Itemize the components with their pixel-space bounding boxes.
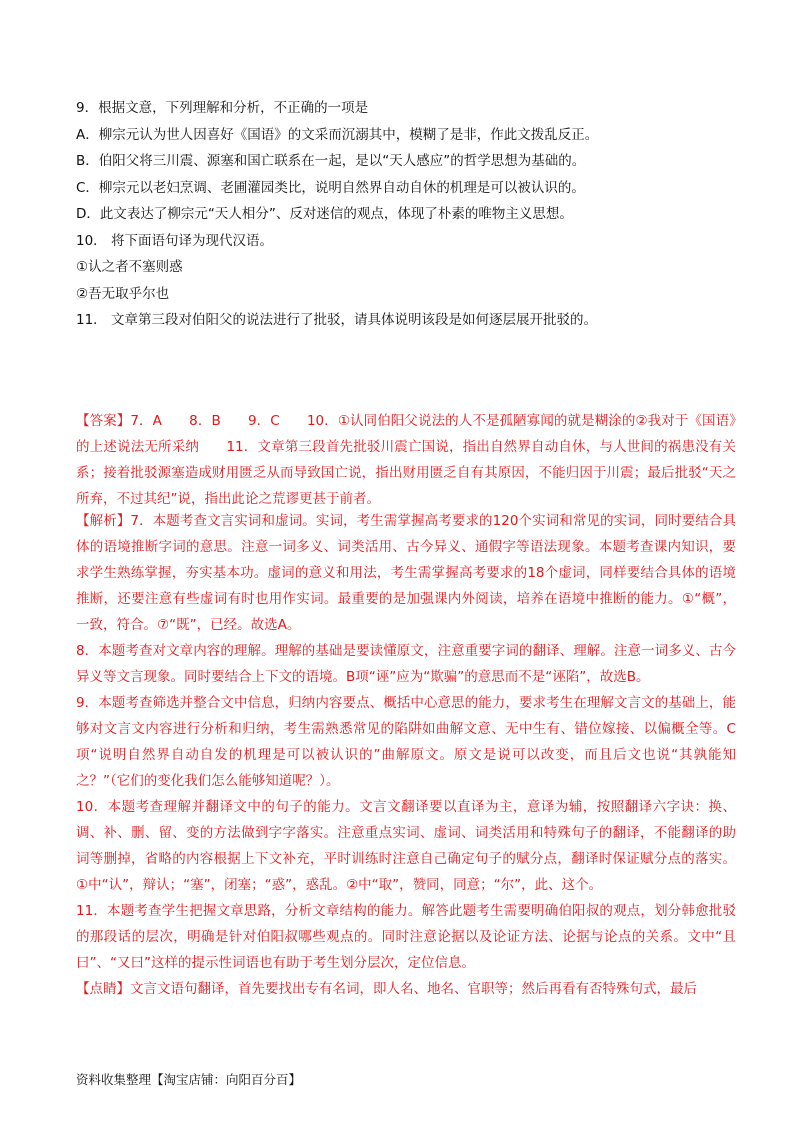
explanation-10: 10．本题考查理解并翻译文中的句子的能力。文言文翻译要以直译为主，意译为辅，按照翻译六字诀：换、调、补、删、留、变的方法做到字字落实。注意重点实词、虚词、词类活用和特殊句子的翻译，不能翻译的助词等删掉，省略的内容根据上下文补充，平时训练时注意自己确定句子的赋分点，翻译时保证赋分点的落实。①中“认”，辩认；“塞”，闭塞；“惑”，惑乱。②中“取”，赞同，同意；“尔”，此、这个。 xyxy=(76,799,736,893)
explanation-8: 8．本题考查对文章内容的理解。理解的基础是要读懂原文，注意重要字词的翻译、理解。注意一词多义、古今异义等文言现象。同时要结合上下文的语境。B项“诬”应为“欺骗”的意思而不是“诬陷”，故选B。 xyxy=(76,643,736,685)
explanation-9: 9．本题考查筛选并整合文中信息，归纳内容要点、概括中心意思的能力，要求考生在理解文言文的基础上，能够对文言文内容进行分析和归纳，考生需熟悉常见的陷阱如曲解文意、无中生有、错位嫁接、以偏概全等。C项“说明自然界自动自发的机理是可以被认识的”曲解原文。原文是说可以改变，而且后文也说“其孰能知之？”（它们的变化我们怎么能够知道呢？）。 xyxy=(76,695,736,789)
question-9-option-b: B．伯阳父将三川震、源塞和国亡联系在一起，是以“天人感应”的哲学思想为基础的。 xyxy=(76,153,586,169)
questions-section xyxy=(76,95,736,334)
question-9-option-a: A．柳宗元认为世人因喜好《国语》的文采而沉溺其中，模糊了是非，作此文拨乱反正。 xyxy=(76,126,599,143)
explanation-7: 【解析】7．本题考查文言实词和虚词。实词，考生需掌握高考要求的120个实词和常见的实词，同时要结合具体的语境推断字词的意思。注意一词多义、词类活用、古今异义、通假字等语法现象。本题考查课内知识，要求学生熟练掌握，夯实基本功。虚词的意义和用法，考生需掌握高考要求的18个虚词，同样要结合具体的语境推断，还要注意有些虚词有时也用作实词。最重要的是加强课内外阅读，培养在语境中推断的能力。①“概”，一致，符合。⑦“既”，已经。故选A。 xyxy=(76,513,736,633)
explanation-section xyxy=(76,508,736,1002)
key-point-tip: 【点睛】文言文语句翻译，首先要找出专有名词，即人名、地名、官职等；然后再看有否特殊句式，最后 xyxy=(76,981,697,997)
question-11: 11． 文章第三段对伯阳父的说法进行了批驳，请具体说明该段是如何逐层展开批驳的。 xyxy=(76,312,597,328)
answer-section xyxy=(76,408,736,512)
page-footer: 资料收集整理【淘宝店铺：向阳百分百】 xyxy=(76,1072,302,1087)
explanation-11: 11．本题考查学生把握文章思路，分析文章结构的能力。解答此题考生需要明确伯阳叔的观点，划分韩愈批驳的那段话的层次，明确是针对伯阳叔哪些观点的。同时注意论据以及论证方法、论据与论点的关系。文中“且曰”、“又曰”这样的提示性词语也有助于考生划分层次，定位信息。 xyxy=(76,903,736,971)
question-10-item-2: ②吾无取乎尔也 xyxy=(76,285,170,302)
question-9-option-c: C．柳宗元以老妇烹调、老圃灌园类比，说明自然界自动自休的机理是可以被认识的。 xyxy=(76,179,585,196)
question-9: 9．根据文意，下列理解和分析，不正确的一项是 xyxy=(76,100,369,116)
answer-text: 【答案】7．A 8．B 9．C 10．①认同伯阳父说法的人不是孤陋寡闻的就是糊涂的②我对于《国语》的上述说法无所采纳 11．文章第三段首先批驳川震亡国说，指出自然界自动自休，与人世间的祸患没有关系；接着批驳源塞造成财用匮乏从而导致国亡说，指出财用匮乏自有其原因，不能归因于川震；最后批驳“天之所弃，不过其纪”说，指出此论之荒谬更甚于前者。 xyxy=(76,413,736,507)
question-10-item-1: ①认之者不塞则惑 xyxy=(76,259,183,275)
question-10: 10． 将下面语句译为现代汉语。 xyxy=(76,232,273,249)
question-9-option-d: D．此文表达了柳宗元“天人相分”、反对迷信的观点，体现了朴素的唯物主义思想。 xyxy=(76,206,573,222)
